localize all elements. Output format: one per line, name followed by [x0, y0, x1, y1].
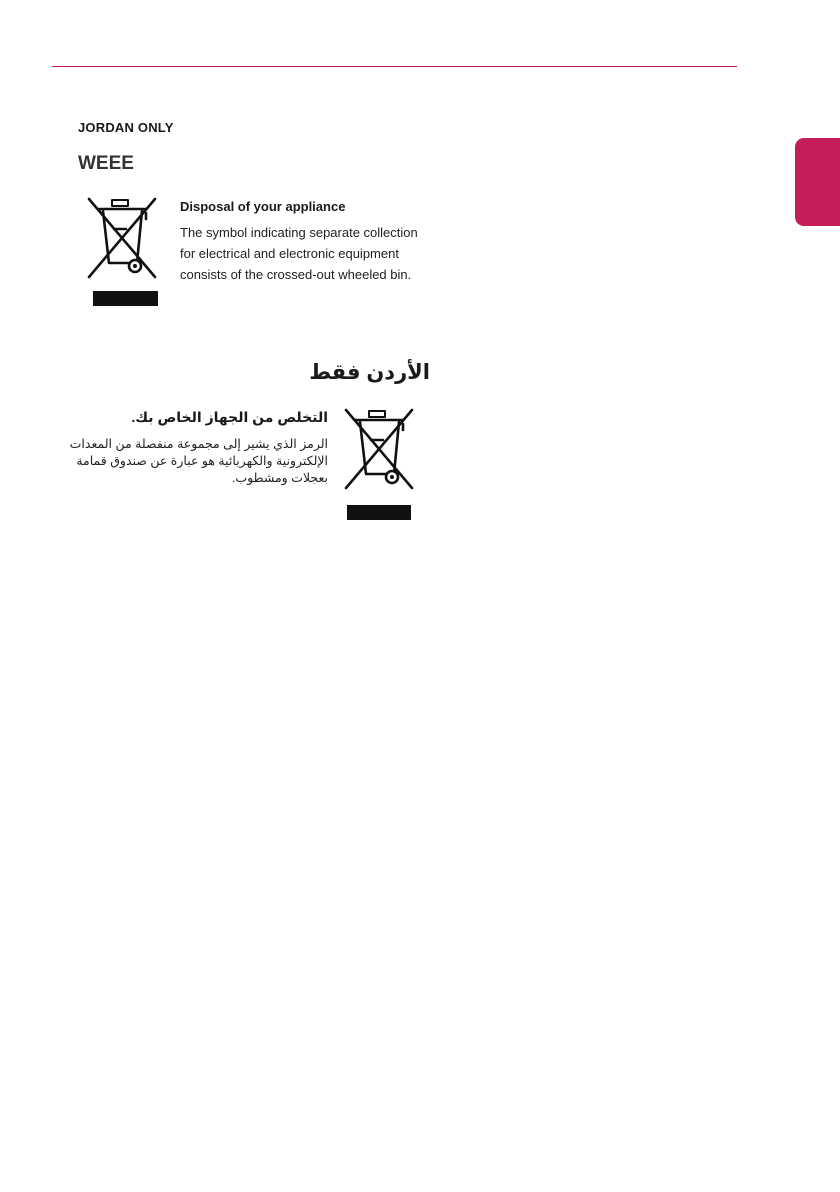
crossed-out-wheeled-bin-icon [340, 406, 418, 492]
language-tab-marker [795, 138, 840, 226]
header-rule [52, 66, 737, 67]
disposal-description: The symbol indicating separate collection for electrical and electronic equipment consists of the crossed-out wheeled bin. [180, 225, 418, 282]
disposal-title: Disposal of your appliance [180, 199, 346, 214]
crossed-out-wheeled-bin-icon [86, 195, 158, 281]
region-heading-en: JORDAN ONLY [78, 120, 174, 135]
disposal-description-ar: الرمز الذي يشير إلى مجموعة منفصلة من المعدات الإلكترونية والكهربائية هو عبارة عن صندوق قمامة بعجلات ومشطوب. [69, 437, 328, 485]
black-bar [93, 291, 158, 306]
section-heading-weee: WEEE [78, 153, 134, 174]
disposal-title-ar: التخلص من الجهاز الخاص بك. [131, 409, 328, 425]
black-bar [347, 505, 411, 520]
english-text-block [180, 199, 430, 285]
region-heading-ar: الأردن فقط [309, 361, 430, 384]
arabic-text-block [66, 409, 328, 487]
